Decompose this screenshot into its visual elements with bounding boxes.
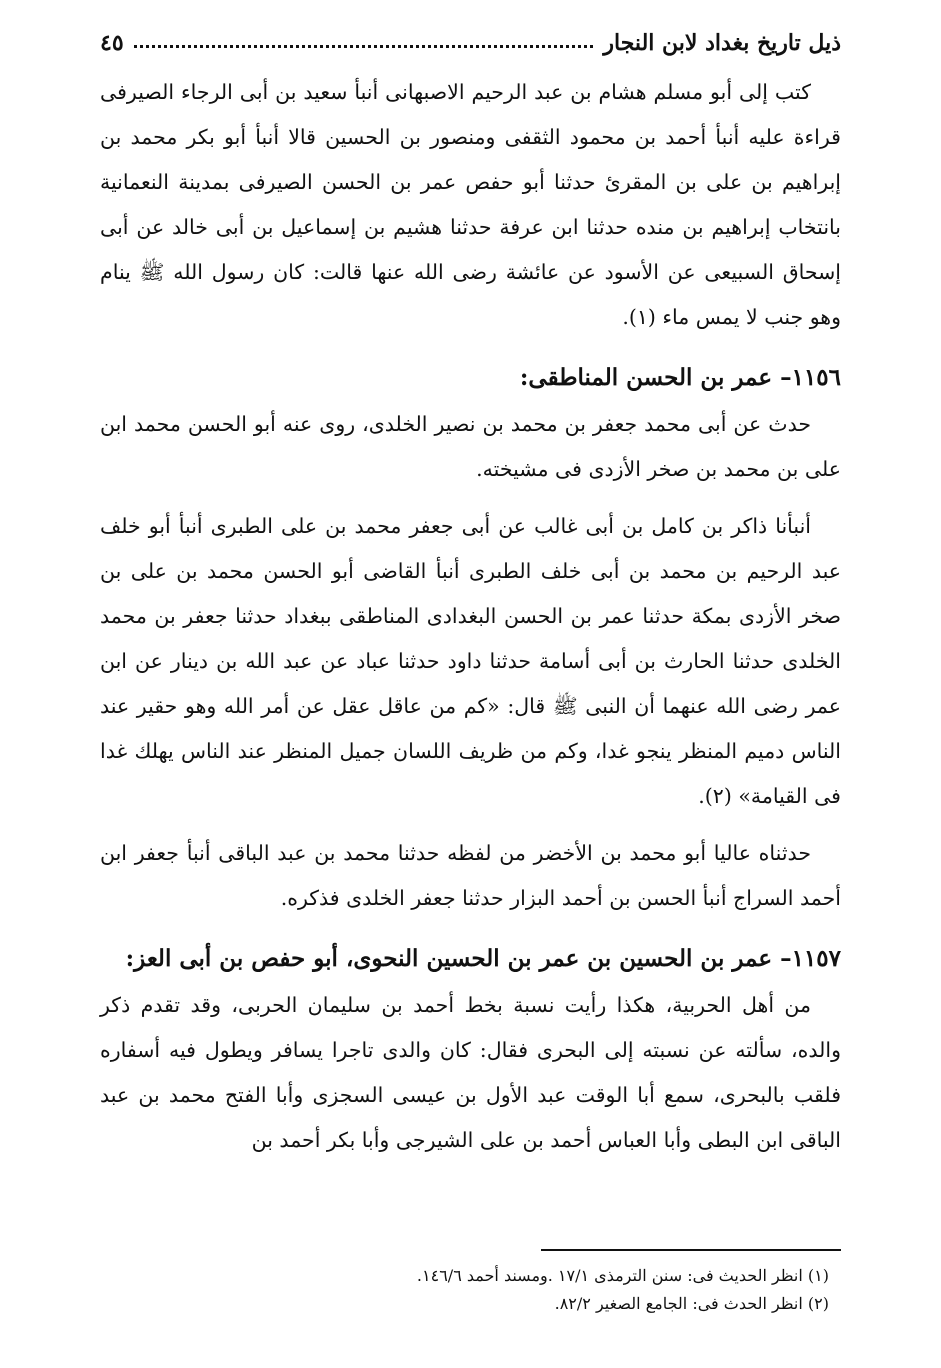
paragraph-hadith-2: أنبأنا ذاكر بن كامل بن أبى غالب عن أبى جعفر محمد بن على الطبرى أنبأ أبو خلف عبد الرحيم بن محمد بن أبى خلف الطبرى أنبأ القاضى أبو الحسن محمد بن على بن صخر الأزدى بمكة حدثنا عمر بن الحسن البغدادى المناطقى ببغداد حدثنا جعفر بن محمد الخلدى حدثنا الحارث بن أبى أسامة حدثنا داود حدثنا عباد عن عبد الله بن دينار عن ابن عمر رضى الله عنهما أن النبى ﷺ قال: «كم من عاقل عقل عن أمر الله وهو حقير عند الناس دميم المنظر ينجو غدا، وكم من ظريف اللسان جميل المنظر عند الناس يهلك غدا فى القيامة» (٢). <box>100 514 841 808</box>
paragraph-bio-1156: حدث عن أبى محمد جعفر بن محمد بن نصير الخلدى، روى عنه أبو الحسن محمد ابن على بن محمد بن صخر الأزدى فى مشيخته. <box>100 412 841 481</box>
main-text <box>100 70 841 1163</box>
footnote-1: (١) انظر الحديث فى: سنن الترمذى ١٧/١ .ومسند أحمد ١٤٦/٦. <box>416 1266 829 1285</box>
footnote-2: (٢) انظر الحدث فى: الجامع الصغير ٨٢/٢. <box>554 1294 829 1313</box>
entry-heading-1157: ١١٥٧– عمر بن الحسين بن عمر بن الحسين النحوى، أبو حفص بن أبى العز: <box>125 945 841 972</box>
paragraph-bio-1157: من أهل الحربية، هكذا رأيت نسبة بخط أحمد بن سليمان الحربى، وقد تقدم ذكر والده، سألته عن نسبته إلى البحرى فقال: كان والدى تاجرا يسافر ويطول فيه أسفاره فلقب بالبحرى، سمع أبا الوقت عبد الأول بن عيسى السجزى وأبا الفتح محمد بن عبد الباقى ابن البطى وأبا العباس أحمد بن على الشيرجى وأبا بكر أحمد بن <box>100 993 841 1152</box>
footnote-divider <box>541 1249 841 1251</box>
paragraph-hadith-3: حدثناه عاليا أبو محمد بن الأخضر من لفظه حدثنا محمد بن عبد الباقى أنبأ جعفر ابن أحمد السراج أنبأ الحسن بن أحمد البزار حدثنا جعفر الخلدى فذكره. <box>100 841 841 910</box>
footnotes <box>100 1262 829 1318</box>
book-title: ذيل تاريخ بغداد لابن النجار <box>603 30 841 56</box>
running-header <box>100 22 841 56</box>
paragraph-hadith-1: كتب إلى أبو مسلم هشام بن عبد الرحيم الاصبهانى أنبأ سعيد بن أبى الرجاء الصيرفى قراءة عليه أنبأ أحمد بن محمود الثقفى ومنصور بن الحسين قالا أنبأ أبو بكر محمد بن إبراهيم بن على بن المقرئ حدثنا أبو حفص عمر بن الحسن الصيرفى بمدينة النعمانية بانتخاب إبراهيم بن منده حدثنا ابن عرفة حدثنا هشيم بن إسماعيل بن أبى خالد عن أبى إسحاق السبيعى عن الأسود عن عائشة رضى الله عنها قالت: كان رسول الله ﷺ ينام وهو جنب لا يمس ماء (١). <box>100 80 841 329</box>
page-number: ٤٥ <box>100 30 124 56</box>
entry-heading-1156: ١١٥٦– عمر بن الحسن المناطقى: <box>519 364 841 391</box>
dotted-leader <box>134 45 594 48</box>
